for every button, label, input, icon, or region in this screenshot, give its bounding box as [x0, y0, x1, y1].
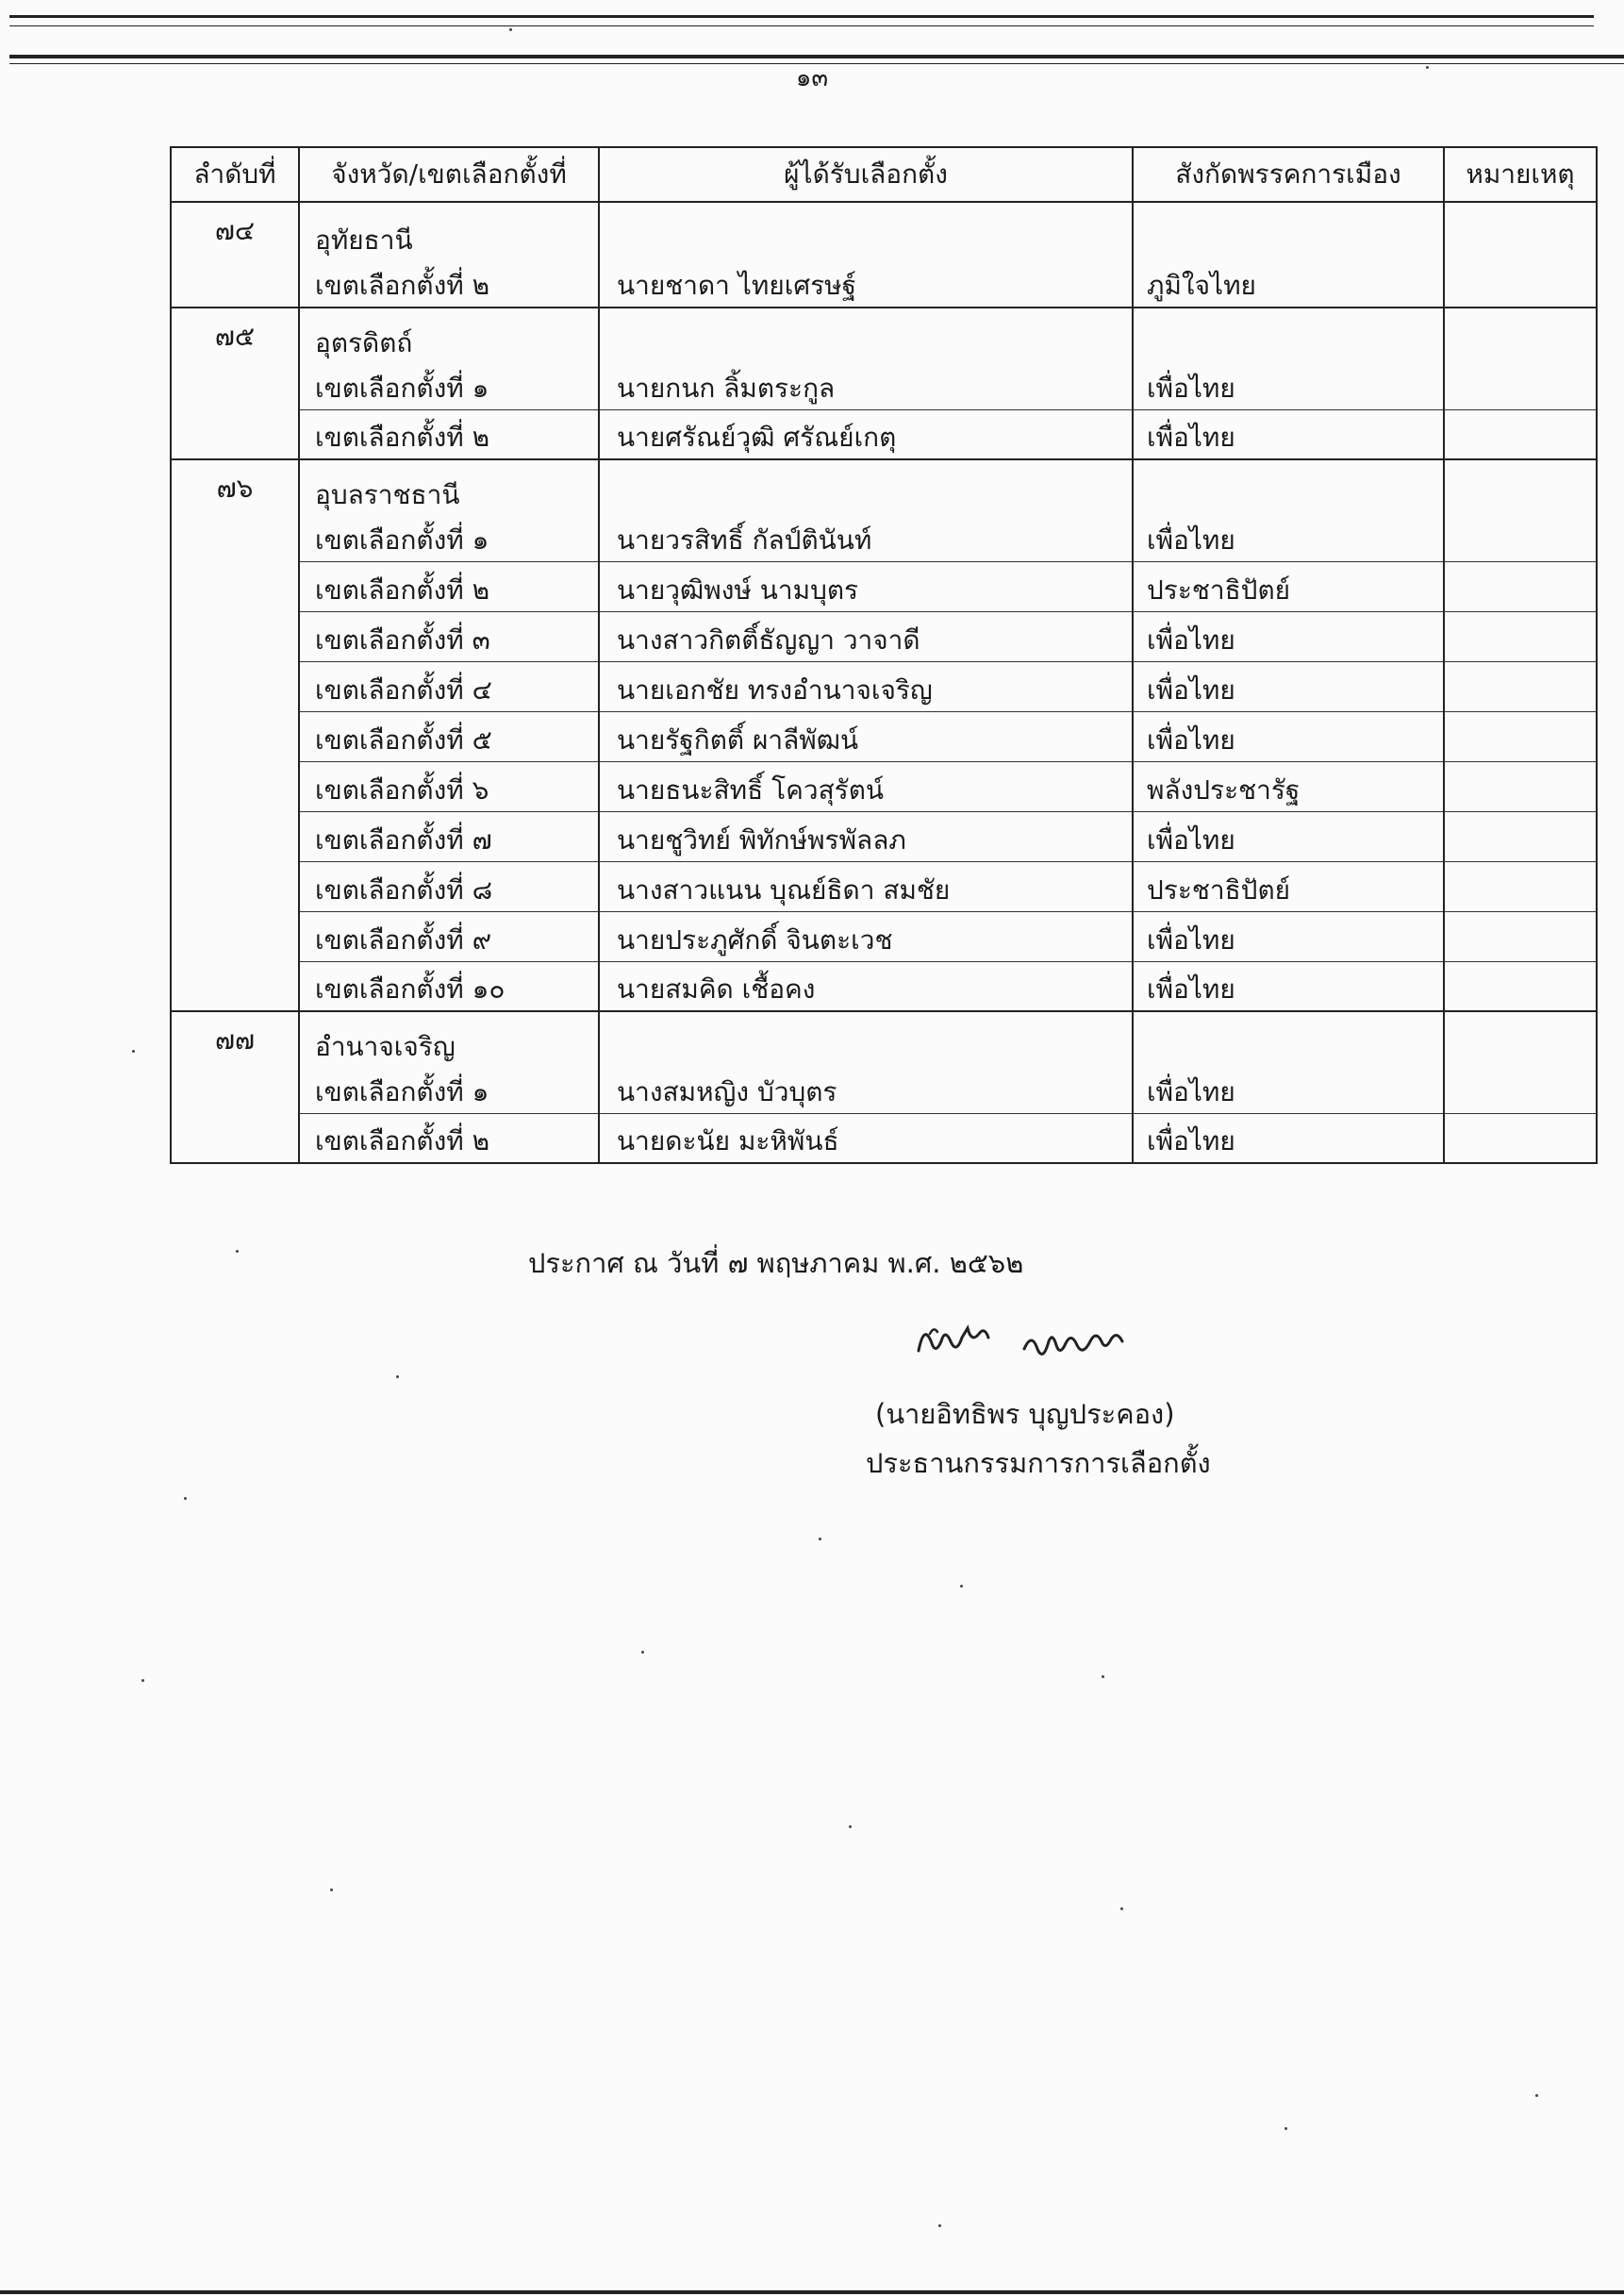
table-row: [171, 308, 1597, 409]
district-cell: [299, 961, 599, 1011]
table-row: [171, 761, 1597, 811]
remark-cell: [1444, 611, 1597, 661]
elected-name-cell: นายดะนัย มะหิพันธ์: [599, 1113, 1133, 1163]
elected-name-cell: นายธนะสิทธิ์ โควสุรัตน์: [599, 761, 1133, 811]
seq-cell: ๗๖: [171, 459, 299, 1011]
remark-cell: [1444, 409, 1597, 459]
party-cell: เพื่อไทย: [1133, 1011, 1444, 1113]
seq-cell: ๗๔: [171, 202, 299, 308]
top-rule-thin: [9, 25, 1594, 26]
party-cell: เพื่อไทย: [1133, 308, 1444, 409]
remark-cell: [1444, 861, 1597, 911]
header-remark: หมายเหตุ: [1444, 147, 1597, 202]
header-seq: ลำดับที่: [171, 147, 299, 202]
scan-speck: [1102, 1675, 1104, 1678]
elected-name-cell: นายศรัณย์วุฒิ ศรัณย์เกตุ: [599, 409, 1133, 459]
party-cell: เพื่อไทย: [1133, 1113, 1444, 1163]
scan-speck: [1120, 1907, 1123, 1910]
district-label: เขตเลือกตั้งที่ ๑: [315, 524, 489, 556]
page-number: ๑๓: [795, 64, 829, 92]
table-body: [171, 202, 1597, 1163]
party-cell: เพื่อไทย: [1133, 661, 1444, 711]
scan-speck: [184, 1497, 187, 1500]
remark-cell: [1444, 561, 1597, 611]
top-rule: [9, 15, 1594, 18]
district-label: เขตเลือกตั้งที่ ๙: [315, 923, 492, 956]
elected-name-cell: นายเอกชัย ทรงอำนาจเจริญ: [599, 661, 1133, 711]
scan-speck: [1426, 66, 1429, 69]
district-cell: [299, 561, 599, 611]
district-label: เขตเลือกตั้งที่ ๒: [315, 1125, 490, 1156]
remark-cell: [1444, 1113, 1597, 1163]
scan-speck: [819, 1538, 821, 1540]
party-cell: เพื่อไทย: [1133, 961, 1444, 1011]
remark-cell: [1444, 1011, 1597, 1113]
party-cell: ภูมิใจไทย: [1133, 202, 1444, 308]
district-label: เขตเลือกตั้งที่ ๑๐: [315, 973, 505, 1005]
table-row: [171, 1113, 1597, 1163]
elected-name-cell: นายประภูศักดิ์ จินตะเวช: [599, 911, 1133, 961]
scan-speck: [1535, 2094, 1538, 2097]
table-header-row: [171, 147, 1597, 202]
district-cell: [299, 1113, 599, 1163]
signature-image: [911, 1313, 1222, 1372]
remark-cell: [1444, 711, 1597, 761]
province-name: อุทัยธานี: [315, 225, 413, 256]
district-cell: [299, 308, 599, 409]
remark-cell: [1444, 202, 1597, 308]
scan-speck: [141, 1679, 144, 1682]
results-table-wrapper: [170, 146, 1596, 1164]
elected-name-cell: นายชูวิทย์ พิทักษ์พรพัลลภ: [599, 811, 1133, 861]
district-label: เขตเลือกตั้งที่ ๒: [315, 574, 490, 606]
header-party: สังกัดพรรคการเมือง: [1133, 147, 1444, 202]
table-row: [171, 1011, 1597, 1113]
announcement-date: ประกาศ ณ วันที่ ๗ พฤษภาคม พ.ศ. ๒๕๖๒: [528, 1247, 1024, 1279]
party-cell: เพื่อไทย: [1133, 459, 1444, 561]
elected-name-cell: นางสมหญิง บัวบุตร: [599, 1011, 1133, 1113]
district-label: เขตเลือกตั้งที่ ๒: [315, 270, 490, 301]
remark-cell: [1444, 459, 1597, 561]
district-cell: [299, 811, 599, 861]
elected-name-cell: นายรัฐกิตติ์ ผาลีพัฒน์: [599, 711, 1133, 761]
district-cell: [299, 459, 599, 561]
party-cell: เพื่อไทย: [1133, 409, 1444, 459]
remark-cell: [1444, 308, 1597, 409]
elected-name-cell: นายสมคิด เชื้อคง: [599, 961, 1133, 1011]
elected-name-cell: นางสาวกิตติ์ธัญญา วาจาดี: [599, 611, 1133, 661]
district-label: เขตเลือกตั้งที่ ๖: [315, 774, 489, 806]
scan-speck: [396, 1375, 399, 1378]
scan-speck: [938, 2224, 941, 2227]
district-label: เขตเลือกตั้งที่ ๕: [315, 724, 492, 756]
district-cell: [299, 661, 599, 711]
district-label: เขตเลือกตั้งที่ ๘: [315, 873, 493, 906]
district-label: เขตเลือกตั้งที่ ๑: [315, 372, 489, 404]
district-label: เขตเลือกตั้งที่ ๑: [315, 1075, 489, 1107]
header-elected: ผู้ได้รับเลือกตั้ง: [599, 147, 1133, 202]
party-cell: ประชาธิปัตย์: [1133, 861, 1444, 911]
district-label: เขตเลือกตั้งที่ ๒: [315, 422, 490, 453]
elected-name-cell: นายวุฒิพงษ์ นามบุตร: [599, 561, 1133, 611]
district-cell: [299, 911, 599, 961]
district-cell: [299, 202, 599, 308]
scan-speck: [236, 1250, 239, 1253]
district-cell: [299, 711, 599, 761]
district-label: เขตเลือกตั้งที่ ๓: [315, 624, 490, 656]
province-name: อุตรดิตถ์: [315, 326, 413, 358]
results-table: [170, 146, 1598, 1164]
table-row: [171, 861, 1597, 911]
seq-cell: ๗๕: [171, 308, 299, 459]
province-name: อุบลราชธานี: [315, 478, 460, 510]
elected-name-cell: นางสาวแนน บุณย์ธิดา สมชัย: [599, 861, 1133, 911]
party-cell: เพื่อไทย: [1133, 611, 1444, 661]
district-cell: [299, 409, 599, 459]
header-district: จังหวัด/เขตเลือกตั้งที่: [299, 147, 599, 202]
table-row: [171, 911, 1597, 961]
table-row: [171, 661, 1597, 711]
scan-speck: [330, 1888, 333, 1891]
bottom-rule: [0, 2290, 1624, 2294]
table-row: [171, 711, 1597, 761]
party-cell: พลังประชารัฐ: [1133, 761, 1444, 811]
signer-title: ประธานกรรมการการเลือกตั้ง: [866, 1447, 1211, 1479]
remark-cell: [1444, 811, 1597, 861]
party-cell: เพื่อไทย: [1133, 911, 1444, 961]
district-cell: [299, 761, 599, 811]
party-cell: เพื่อไทย: [1133, 711, 1444, 761]
scan-speck: [509, 28, 512, 31]
signer-name: (นายอิทธิพร บุญประคอง): [875, 1398, 1175, 1430]
scan-speck: [1284, 2127, 1287, 2130]
district-cell: [299, 1011, 599, 1113]
seq-cell: ๗๗: [171, 1011, 299, 1163]
table-row: [171, 611, 1597, 661]
table-row: [171, 409, 1597, 459]
scan-speck: [641, 1651, 644, 1654]
remark-cell: [1444, 911, 1597, 961]
table-row: [171, 202, 1597, 308]
district-label: เขตเลือกตั้งที่ ๗: [315, 824, 492, 856]
remark-cell: [1444, 661, 1597, 711]
scan-speck: [960, 1585, 963, 1588]
table-row: [171, 459, 1597, 561]
remark-cell: [1444, 961, 1597, 1011]
table-row: [171, 961, 1597, 1011]
party-cell: เพื่อไทย: [1133, 811, 1444, 861]
remark-cell: [1444, 761, 1597, 811]
district-cell: [299, 611, 599, 661]
scan-speck: [849, 1825, 852, 1828]
party-cell: ประชาธิปัตย์: [1133, 561, 1444, 611]
scan-speck: [132, 1050, 135, 1053]
table-row: [171, 561, 1597, 611]
district-cell: [299, 861, 599, 911]
table-row: [171, 811, 1597, 861]
elected-name-cell: นายชาดา ไทยเศรษฐ์: [599, 202, 1133, 308]
elected-name-cell: นายวรสิทธิ์ กัลป์ตินันท์: [599, 459, 1133, 561]
elected-name-cell: นายกนก ลิ้มตระกูล: [599, 308, 1133, 409]
province-name: อำนาจเจริญ: [315, 1030, 456, 1062]
district-label: เขตเลือกตั้งที่ ๔: [315, 674, 492, 706]
